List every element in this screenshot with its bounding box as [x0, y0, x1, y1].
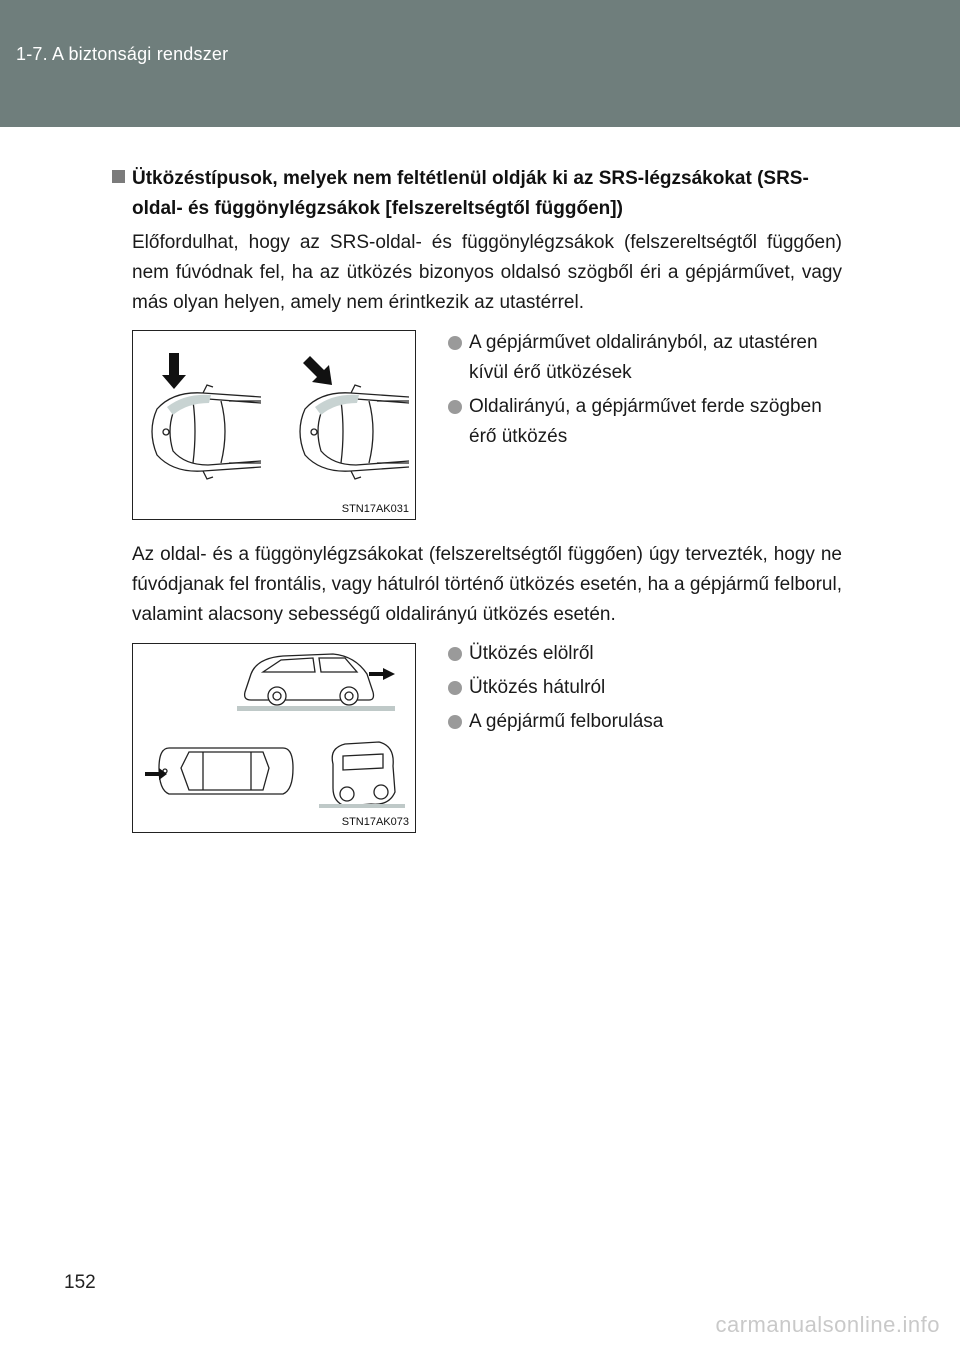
- bullet-dot-icon: [448, 400, 462, 414]
- list-item: Ütközés elölről: [448, 639, 843, 669]
- figure1-bullet-list: [448, 328, 843, 456]
- page-number: 152: [64, 1272, 96, 1293]
- watermark: carmanualsonline.info: [715, 1312, 940, 1337]
- square-bullet-icon: [112, 170, 125, 183]
- side-impact-illustration: [133, 331, 414, 518]
- list-item: A gépjármű felborulása: [448, 707, 843, 737]
- figure-code: STN17AK073: [341, 816, 409, 828]
- page-header: [0, 0, 960, 127]
- figure2-bullet-list: [448, 639, 843, 741]
- impact-types-illustration: [133, 644, 414, 831]
- bullet-dot-icon: [448, 647, 462, 661]
- section-title: 1-7. A biztonsági rendszer: [16, 44, 229, 64]
- bullet-dot-icon: [448, 681, 462, 695]
- heading-text: Ütközéstípusok, melyek nem feltétlenül oldják ki az SRS-légzsákokat (SRS-oldal- és függönylégzsákok [felszereltségtől függően]): [132, 168, 809, 219]
- design-paragraph: Az oldal- és a függönylégzsákokat (felszereltségtől függően) úgy tervezték, hogy ne fúvódjanak fel frontális, vagy hátulról történő ütközés esetén, ha a gépjármű felborul, valamint alacsony sebességű oldalirányú ütközés esetén.: [132, 544, 842, 625]
- list-item: A gépjárművet oldalirányból, az utastéren kívül érő ütközések: [448, 328, 843, 388]
- section-heading: [112, 164, 842, 224]
- impact-types-figure: [132, 643, 416, 833]
- list-item: Ütközés hátulról: [448, 673, 843, 703]
- bullet-dot-icon: [448, 336, 462, 350]
- intro-paragraph: Előfordulhat, hogy az SRS-oldal- és függönylégzsákok (felszereltségtől függően) nem fúvódnak fel, ha az ütközés bizonyos oldalsó szögből éri a gépjárművet, vagy más olyan helyen, amely nem érintkezik az utastérrel.: [132, 232, 842, 313]
- bullet-dot-icon: [448, 715, 462, 729]
- side-impact-figure: [132, 330, 416, 520]
- figure-code: STN17AK031: [341, 503, 409, 515]
- list-item: Oldalirányú, a gépjárművet ferde szögben érő ütközés: [448, 392, 843, 452]
